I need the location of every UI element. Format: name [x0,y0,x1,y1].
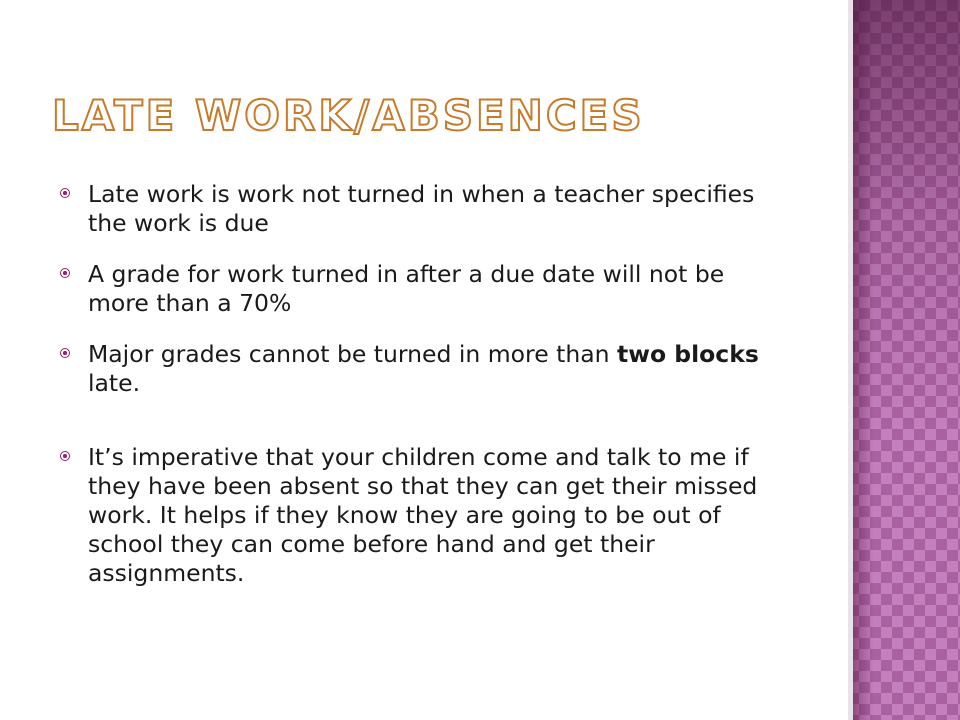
list-item [60,340,760,398]
decorative-side-panel [848,0,960,720]
list-item [60,180,760,238]
slide-title: LATE WORK/ABSENCES [52,91,645,140]
circled-dot-bullet-icon [60,348,70,358]
circled-dot-bullet-icon [60,188,70,198]
bullet-bold-text: two blocks [617,340,759,368]
bullet-text: Late work is work not turned in when a teacher specifies the work is due [88,180,755,237]
list-item [60,443,760,588]
bullet-list [60,180,760,610]
bullet-text-after: late. [88,369,141,397]
bullet-text-before: Major grades cannot be turned in more than [88,340,618,368]
list-item [60,260,760,318]
side-panel-edge [848,0,853,720]
bullet-text: A grade for work turned in after a due date will not be more than a 70% [88,260,725,317]
circled-dot-bullet-icon [60,268,70,278]
bullet-text: It’s imperative that your children come and talk to me if they have been absent so that they can get their missed work. It helps if they know they are going to be out of school they can come before hand and get their assignments. [88,443,758,587]
circled-dot-bullet-icon [60,451,70,461]
